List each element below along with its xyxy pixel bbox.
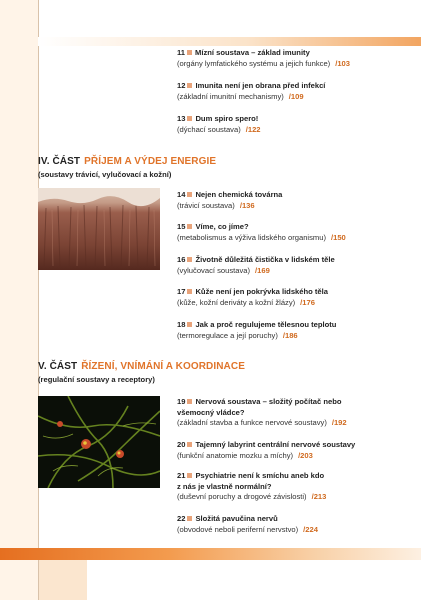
toc-entry-title-line2: všemocný vládce? xyxy=(177,407,245,417)
toc-entry-subtitle: (obvodové neboli periferní nervstvo) /224 xyxy=(177,524,318,534)
toc-entry-subtitle: (funkční anatomie mozku a míchy) /203 xyxy=(177,450,313,460)
bullet-square-icon xyxy=(187,322,192,327)
toc-entry-subtitle: (metabolismus a výživa lidského organismu) /150 xyxy=(177,232,346,242)
toc-entry-title: 13 Dum spiro spero! xyxy=(177,114,259,123)
neuron-photo xyxy=(38,396,160,488)
bottom-gradient-band xyxy=(0,548,421,560)
page-number: /186 xyxy=(282,330,298,340)
page-number: /203 xyxy=(298,450,313,460)
toc-entry-title: 15 Víme, co jíme? xyxy=(177,222,249,231)
toc-entry-title-line2: z nás je vlastně normální? xyxy=(177,481,272,491)
toc-entry-18[interactable] xyxy=(177,320,336,341)
bullet-square-icon xyxy=(187,399,192,404)
toc-entry-title: 12 Imunita není jen obrana před infekcí xyxy=(177,81,326,90)
toc-entry-subtitle: (duševní poruchy a drogové závislosti) /213 xyxy=(177,492,327,501)
toc-entry-16[interactable] xyxy=(177,255,335,276)
left-margin-rule xyxy=(38,0,39,600)
toc-entry-title: 22 Složitá pavučina nervů xyxy=(177,514,278,523)
bullet-square-icon xyxy=(187,257,192,262)
page-number: /192 xyxy=(331,418,347,427)
toc-entry-title: 20 Tajemný labyrint centrální nervové soustavy xyxy=(177,440,356,449)
part-4-name: PŘÍJEM A VÝDEJ ENERGIE xyxy=(84,156,217,167)
toc-entry-subtitle: (kůže, kožní deriváty a kožní žlázy) /176 xyxy=(177,297,315,307)
toc-entry-subtitle: (vylučovací soustava) /169 xyxy=(177,265,270,275)
bottom-corner-box xyxy=(38,560,87,600)
toc-entry-title: 21 Psychiatrie není k smíchu aneb kdo xyxy=(177,471,325,480)
part-4-subtitle: (soustavy trávicí, vylučovací a kožní) xyxy=(38,170,172,179)
bullet-square-icon xyxy=(187,516,192,521)
bullet-square-icon xyxy=(187,83,192,88)
toc-entry-subtitle: (trávicí soustava) /136 xyxy=(177,200,255,210)
toc-entry-title: 14 Nejen chemická továrna xyxy=(177,190,283,199)
page-number: /213 xyxy=(311,492,327,501)
toc-entry-subtitle: (termoregulace a její poruchy) /186 xyxy=(177,330,298,340)
bullet-square-icon xyxy=(187,224,192,229)
page-number: /103 xyxy=(335,58,350,68)
toc-entry-subtitle: (orgány lymfatického systému a jejich funkce) /103 xyxy=(177,58,350,68)
toc-entry-13[interactable] xyxy=(177,114,261,135)
toc-entry-21[interactable] xyxy=(177,471,326,503)
bullet-square-icon xyxy=(187,289,192,294)
part-5-subtitle: (regulační soustavy a receptory) xyxy=(38,375,155,384)
toc-entry-subtitle: (dýchací soustava) /122 xyxy=(177,124,261,134)
page-number: /224 xyxy=(303,524,318,534)
toc-entry-20[interactable] xyxy=(177,440,355,461)
bullet-square-icon xyxy=(187,50,192,55)
toc-entry-title: 18 Jak a proč regulujeme tělesnou teplotu xyxy=(177,320,337,329)
toc-entry-title: 16 Životně důležitá čistička v lidském těle xyxy=(177,255,335,264)
page-number: /109 xyxy=(288,91,304,101)
toc-entry-17[interactable] xyxy=(177,287,328,308)
page-number: /176 xyxy=(300,297,315,307)
page-number: /150 xyxy=(330,232,346,242)
bullet-square-icon xyxy=(187,442,192,447)
top-gradient-band xyxy=(38,37,421,46)
toc-entry-14[interactable] xyxy=(177,190,282,211)
tissue-photo xyxy=(38,188,160,270)
toc-entry-subtitle: (základní stavba a funkce nervové soustavy) /192 xyxy=(177,418,347,427)
toc-entry-title: 11 Mízní soustava – základ imunity xyxy=(177,48,310,57)
toc-entry-22[interactable] xyxy=(177,514,318,535)
page-number: /169 xyxy=(255,265,270,275)
bullet-square-icon xyxy=(187,116,192,121)
toc-entry-title: 19 Nervová soustava – složitý počítač nebo xyxy=(177,397,342,406)
part-5-name: ŘÍZENÍ, VNÍMÁNÍ A KOORDINACE xyxy=(81,361,245,372)
toc-entry-19[interactable] xyxy=(177,397,347,429)
toc-entry-15[interactable] xyxy=(177,222,346,243)
left-margin-stripe xyxy=(0,0,38,600)
toc-entry-subtitle: (základní imunitní mechanismy) /109 xyxy=(177,91,304,101)
bullet-square-icon xyxy=(187,192,192,197)
toc-entry-12[interactable] xyxy=(177,81,325,102)
bullet-square-icon xyxy=(187,473,192,478)
toc-entry-11[interactable] xyxy=(177,48,350,69)
toc-entry-title: 17 Kůže není jen pokrývka lidského těla xyxy=(177,287,328,296)
page-number: /122 xyxy=(245,124,261,134)
page-number: /136 xyxy=(239,200,255,210)
part-4-title: IV. ČÁST PŘÍJEM A VÝDEJ ENERGIE xyxy=(38,156,217,167)
part-5-title: V. ČÁST ŘÍZENÍ, VNÍMÁNÍ A KOORDINACE xyxy=(38,361,245,372)
